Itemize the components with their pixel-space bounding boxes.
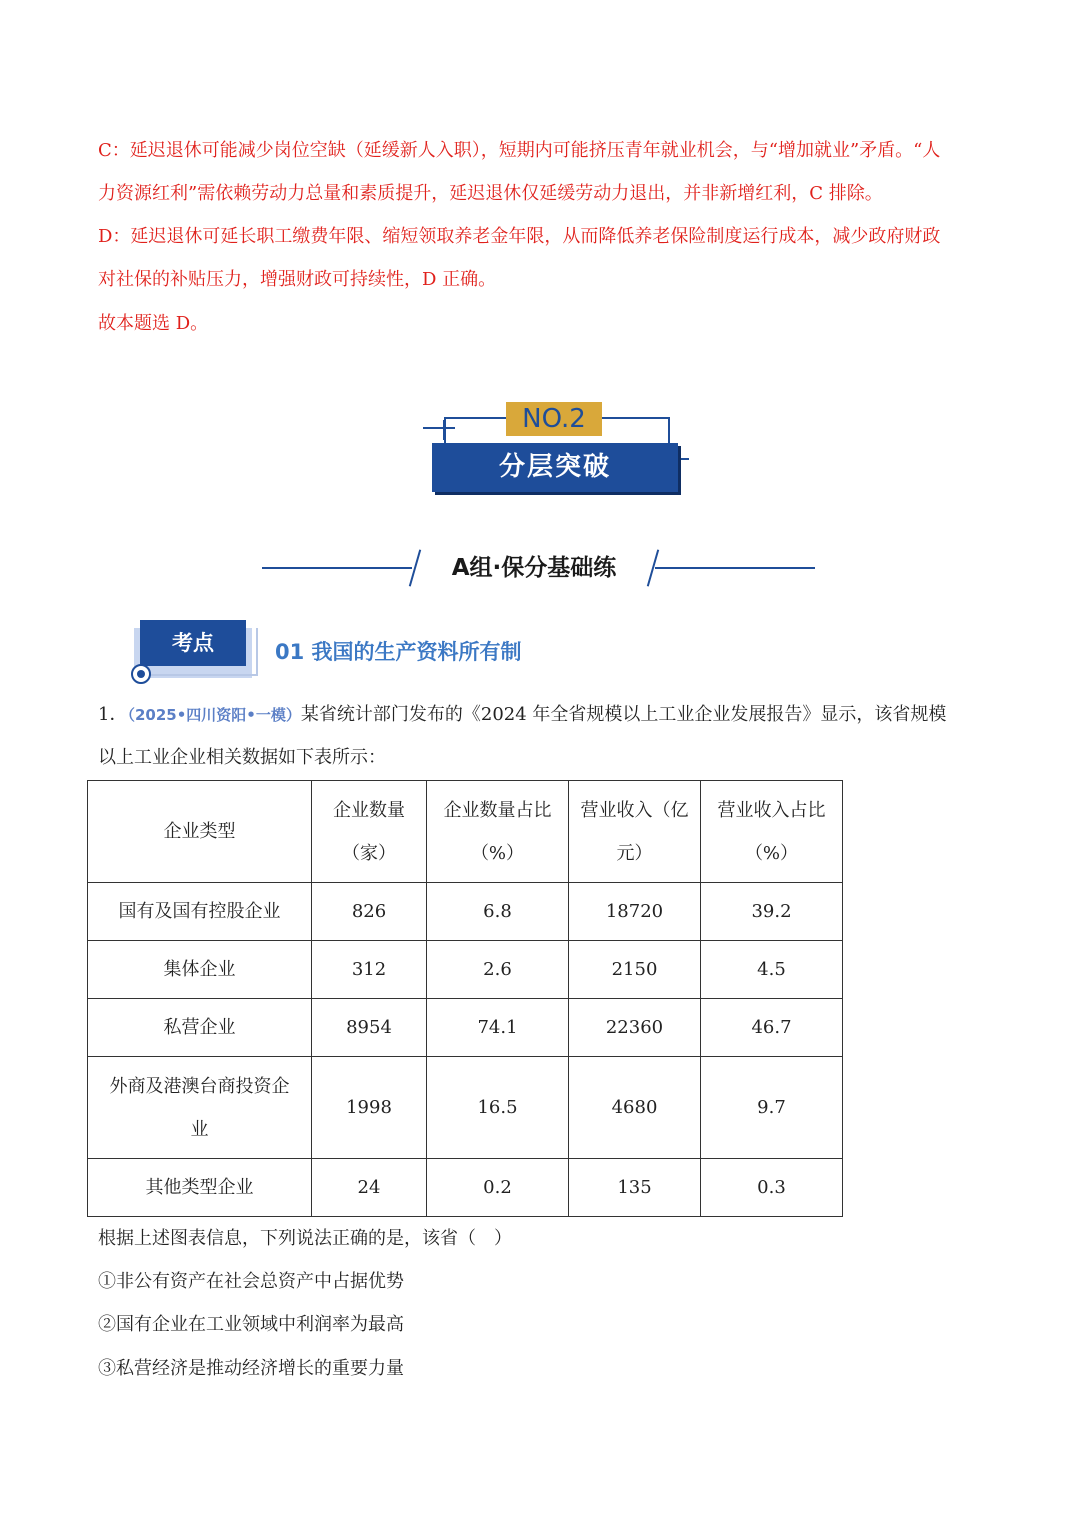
- table-cell: 2.6: [427, 941, 569, 999]
- table-cell: 74.1: [427, 999, 569, 1057]
- table-header: 营业收入（亿 元）: [569, 781, 701, 883]
- table-cell: 9.7: [701, 1057, 843, 1159]
- table-row: [88, 883, 843, 941]
- table-header-row: [88, 781, 843, 883]
- table-row: [88, 941, 843, 999]
- table-cell: 6.8: [427, 883, 569, 941]
- divider-line: [655, 567, 815, 569]
- table-header: 企业数量 （家）: [312, 781, 427, 883]
- target-icon: [131, 664, 151, 684]
- question-number: 1．: [98, 704, 128, 725]
- answer-line: D：延迟退休可延长职工缴费年限、缩短领取养老金年限，从而降低养老保险制度运行成本，减少政府财政: [98, 226, 941, 247]
- table-header: 营业收入占比 （%）: [701, 781, 843, 883]
- topic-title: 01 我国的生产资料所有制: [275, 640, 522, 664]
- question-prompt: 根据上述图表信息，下列说法正确的是，该省（ ）: [98, 1228, 512, 1249]
- question-text: 某省统计部门发布的《2024 年全省规模以上工业企业发展报告》显示，该省规模: [300, 704, 947, 725]
- answer-line: 力资源红利”需依赖劳动力总量和素质提升，延迟退休仅延缓劳动力退出，并非新增红利，C 排除。: [98, 183, 883, 204]
- option-item: ②国有企业在工业领域中利润率为最高: [98, 1314, 404, 1335]
- answer-line: 故本题选 D。: [98, 313, 209, 334]
- table-cell: 24: [312, 1159, 427, 1217]
- answer-line: 对社保的补贴压力，增强财政可持续性，D 正确。: [98, 269, 497, 290]
- table-cell: 46.7: [701, 999, 843, 1057]
- table-cell: 2150: [569, 941, 701, 999]
- table-cell: 826: [312, 883, 427, 941]
- table-cell: 1998: [312, 1057, 427, 1159]
- banner-decoration: [423, 427, 455, 429]
- group-title: A组·保分基础练: [451, 555, 617, 581]
- table-cell: 16.5: [427, 1057, 569, 1159]
- topic-tag: 考点: [140, 620, 246, 666]
- table-cell: 39.2: [701, 883, 843, 941]
- table-header: 企业类型: [88, 781, 312, 883]
- tag-decoration: [256, 628, 258, 676]
- table-row: [88, 1159, 843, 1217]
- table-cell: 18720: [569, 883, 701, 941]
- table-cell: 312: [312, 941, 427, 999]
- table-cell: 4.5: [701, 941, 843, 999]
- table-cell: 外商及港澳台商投资企 业: [88, 1057, 312, 1159]
- question-source: （2025•四川资阳•一模）: [127, 706, 301, 724]
- table-header: 企业数量占比 （%）: [427, 781, 569, 883]
- table-row: [88, 1057, 843, 1159]
- tag-decoration: [150, 674, 258, 676]
- banner-title: 分层突破: [432, 443, 678, 492]
- table-cell: 集体企业: [88, 941, 312, 999]
- answer-line: C：延迟退休可能减少岗位空缺（延缓新人入职），短期内可能挤压青年就业机会，与“增加就业”矛盾。“人: [98, 140, 941, 161]
- table-cell: 135: [569, 1159, 701, 1217]
- table-cell: 0.2: [427, 1159, 569, 1217]
- question-stem: [98, 693, 946, 737]
- table-cell: 0.3: [701, 1159, 843, 1217]
- question-text: 以上工业企业相关数据如下表所示：: [98, 747, 386, 768]
- option-item: ①非公有资产在社会总资产中占据优势: [98, 1271, 404, 1292]
- table-cell: 4680: [569, 1057, 701, 1159]
- table-cell: 其他类型企业: [88, 1159, 312, 1217]
- divider-line: [262, 567, 412, 569]
- banner-decoration: [677, 458, 689, 460]
- table-cell: 8954: [312, 999, 427, 1057]
- table-row: [88, 999, 843, 1057]
- banner-badge: NO.2: [506, 402, 602, 436]
- table-cell: 22360: [569, 999, 701, 1057]
- table-cell: 国有及国有控股企业: [88, 883, 312, 941]
- option-item: ③私营经济是推动经济增长的重要力量: [98, 1358, 404, 1379]
- data-table: [87, 780, 843, 1217]
- table-cell: 私营企业: [88, 999, 312, 1057]
- banner-decoration: [443, 420, 445, 440]
